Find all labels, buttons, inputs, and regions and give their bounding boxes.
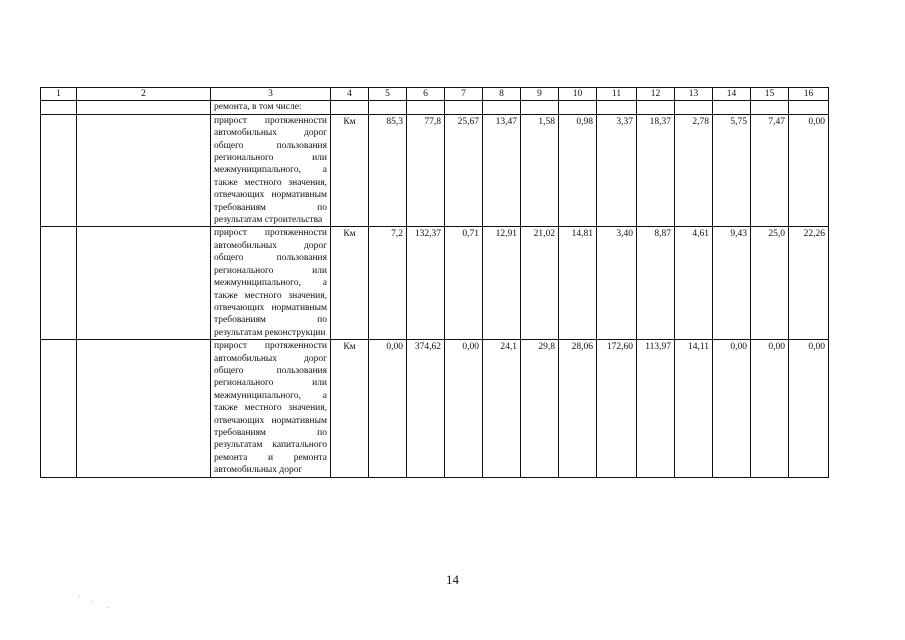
value-cell: 9,43 xyxy=(713,227,751,340)
table-cell xyxy=(521,101,559,114)
indicator-description: прирост протяженности автомобильных дорог общего пользования регионального или межмуниципального, а также местного значения, отвечающих нормативным требованиям по результатам реконструкции xyxy=(211,227,331,340)
table-cell xyxy=(407,101,445,114)
scan-speck xyxy=(92,601,93,602)
value-cell: 0,00 xyxy=(751,340,789,477)
value-cell: 5,75 xyxy=(713,114,751,227)
column-header: 7 xyxy=(445,88,483,101)
table-row xyxy=(41,340,829,477)
value-cell: 21,02 xyxy=(521,227,559,340)
value-cell: 0,00 xyxy=(789,340,829,477)
value-cell: 0,00 xyxy=(713,340,751,477)
column-number-header-row xyxy=(41,88,829,101)
value-cell: 14,81 xyxy=(559,227,597,340)
table-cell xyxy=(77,227,211,340)
value-cell: 0,98 xyxy=(559,114,597,227)
column-header: 10 xyxy=(559,88,597,101)
value-cell: 3,37 xyxy=(597,114,637,227)
column-header: 15 xyxy=(751,88,789,101)
table-cell xyxy=(789,101,829,114)
value-cell: 2,78 xyxy=(675,114,713,227)
scan-speck xyxy=(107,607,108,608)
column-header: 4 xyxy=(331,88,369,101)
table-cell xyxy=(77,340,211,477)
value-cell: 1,58 xyxy=(521,114,559,227)
table-row xyxy=(41,227,829,340)
value-cell: 0,71 xyxy=(445,227,483,340)
data-table-container xyxy=(40,87,829,478)
table-cell xyxy=(751,101,789,114)
table-cell xyxy=(41,227,77,340)
data-table xyxy=(40,87,829,478)
table-cell xyxy=(41,101,77,114)
table-cell xyxy=(41,340,77,477)
table-cell xyxy=(713,101,751,114)
value-cell: 7,47 xyxy=(751,114,789,227)
value-cell: 13,47 xyxy=(483,114,521,227)
value-cell: 12,91 xyxy=(483,227,521,340)
column-header: 14 xyxy=(713,88,751,101)
column-header: 9 xyxy=(521,88,559,101)
table-cell xyxy=(369,101,407,114)
table-cell xyxy=(445,101,483,114)
carryover-text: ремонта, в том числе: xyxy=(211,101,331,114)
column-header: 13 xyxy=(675,88,713,101)
table-cell xyxy=(637,101,675,114)
value-cell: 7,2 xyxy=(369,227,407,340)
column-header: 6 xyxy=(407,88,445,101)
column-header: 5 xyxy=(369,88,407,101)
scan-speck xyxy=(79,596,80,597)
value-cell: 113,97 xyxy=(637,340,675,477)
carryover-row xyxy=(41,101,829,114)
value-cell: 22,26 xyxy=(789,227,829,340)
table-cell xyxy=(77,114,211,227)
value-cell: 29,8 xyxy=(521,340,559,477)
value-cell: 0,00 xyxy=(445,340,483,477)
column-header: 2 xyxy=(77,88,211,101)
indicator-description: прирост протяженности автомобильных дорог общего пользования регионального или межмуниципального, а также местного значения, отвечающих нормативным требованиям по результатам строительства xyxy=(211,114,331,227)
column-header: 12 xyxy=(637,88,675,101)
value-cell: 0,00 xyxy=(789,114,829,227)
table-cell xyxy=(41,114,77,227)
value-cell: 25,67 xyxy=(445,114,483,227)
column-header: 11 xyxy=(597,88,637,101)
column-header: 16 xyxy=(789,88,829,101)
unit-cell: Км xyxy=(331,340,369,477)
value-cell: 172,60 xyxy=(597,340,637,477)
table-cell xyxy=(483,101,521,114)
unit-cell: Км xyxy=(331,227,369,340)
table-cell xyxy=(77,101,211,114)
unit-cell: Км xyxy=(331,114,369,227)
column-header: 3 xyxy=(211,88,331,101)
value-cell: 28,06 xyxy=(559,340,597,477)
value-cell: 132,37 xyxy=(407,227,445,340)
value-cell: 24,1 xyxy=(483,340,521,477)
value-cell: 3,40 xyxy=(597,227,637,340)
value-cell: 8,87 xyxy=(637,227,675,340)
value-cell: 77,8 xyxy=(407,114,445,227)
column-header: 1 xyxy=(41,88,77,101)
value-cell: 14,11 xyxy=(675,340,713,477)
value-cell: 4,61 xyxy=(675,227,713,340)
value-cell: 18,37 xyxy=(637,114,675,227)
table-cell xyxy=(331,101,369,114)
table-row xyxy=(41,114,829,227)
page-number: 14 xyxy=(446,572,459,587)
column-header: 8 xyxy=(483,88,521,101)
value-cell: 25,0 xyxy=(751,227,789,340)
table-cell xyxy=(675,101,713,114)
value-cell: 374,62 xyxy=(407,340,445,477)
value-cell: 85,3 xyxy=(369,114,407,227)
value-cell: 0,00 xyxy=(369,340,407,477)
table-cell xyxy=(597,101,637,114)
indicator-description: прирост протяженности автомобильных дорог общего пользования регионального или межмуниципального, а также местного значения, отвечающих нормативным требованиям по результатам капитального ремонта и ремонта автомобильных дорог xyxy=(211,340,331,477)
table-cell xyxy=(559,101,597,114)
